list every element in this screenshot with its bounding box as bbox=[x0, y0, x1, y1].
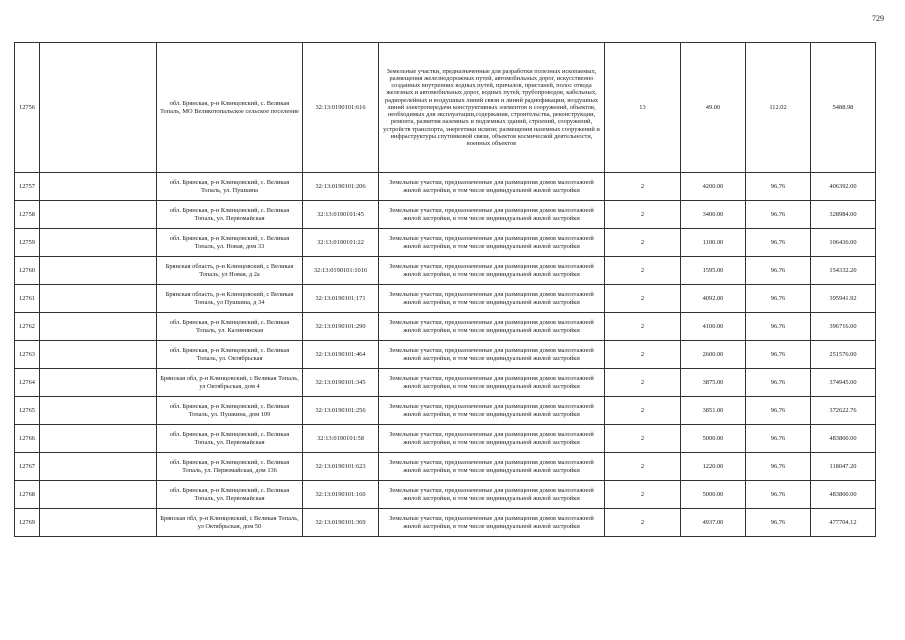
row-number: 12762 bbox=[15, 313, 40, 341]
table-row bbox=[15, 173, 876, 201]
unit-price-cell: 96.76 bbox=[746, 313, 811, 341]
land-purpose-cell: Земельные участки, предназначенные для размещения домов малоэтажной жилой застройки, в том числе индивидуальной жилой застройки bbox=[379, 173, 605, 201]
empty-cell bbox=[40, 257, 157, 285]
area-cell: 5000.00 bbox=[681, 425, 746, 453]
group-cell: 2 bbox=[605, 341, 681, 369]
group-cell: 2 bbox=[605, 425, 681, 453]
empty-cell bbox=[40, 285, 157, 313]
cadastral-number-cell: 32:13:0190101:369 bbox=[303, 509, 379, 537]
cadastral-number-cell: 32:13:0190101:171 bbox=[303, 285, 379, 313]
table-row bbox=[15, 229, 876, 257]
area-cell: 49.00 bbox=[681, 43, 746, 173]
table-row bbox=[15, 313, 876, 341]
address-cell: обл. Брянская, р-н Клинцовский, с. Великая Топаль, ул. Калининская bbox=[157, 313, 303, 341]
cadastral-value-cell: 483800.00 bbox=[811, 481, 876, 509]
empty-cell bbox=[40, 229, 157, 257]
row-number: 12759 bbox=[15, 229, 40, 257]
area-cell: 3851.00 bbox=[681, 397, 746, 425]
unit-price-cell: 96.76 bbox=[746, 509, 811, 537]
cadastral-number-cell: 32:13:0190101:256 bbox=[303, 397, 379, 425]
row-number: 12764 bbox=[15, 369, 40, 397]
land-purpose-cell: Земельные участки, предназначенные для размещения домов малоэтажной жилой застройки, в том числе индивидуальной жилой застройки bbox=[379, 509, 605, 537]
cadastral-value-cell: 406392.00 bbox=[811, 173, 876, 201]
land-purpose-cell: Земельные участки, предназначенные для размещения домов малоэтажной жилой застройки, в том числе индивидуальной жилой застройки bbox=[379, 453, 605, 481]
row-number: 12758 bbox=[15, 201, 40, 229]
area-cell: 1220.00 bbox=[681, 453, 746, 481]
area-cell: 4200.00 bbox=[681, 173, 746, 201]
cadastral-number-cell: 32:13:0190101:623 bbox=[303, 453, 379, 481]
cadastral-number-cell: 32:13:0190101:1016 bbox=[303, 257, 379, 285]
address-cell: обл. Брянская, р-н Клинцовский, с. Великая Топаль, ул. Октябрьская bbox=[157, 341, 303, 369]
table-row bbox=[15, 257, 876, 285]
address-cell: Брянская область, р-н Клинцовский, с Великая Топаль, ул Новая, д 2а bbox=[157, 257, 303, 285]
cadastral-value-cell: 477704.12 bbox=[811, 509, 876, 537]
unit-price-cell: 96.76 bbox=[746, 341, 811, 369]
empty-cell bbox=[40, 397, 157, 425]
cadastral-value-table bbox=[14, 42, 876, 537]
address-cell: обл. Брянская, р-н Клинцовский, с. Великая Топаль, ул. Первомайская bbox=[157, 425, 303, 453]
address-cell: обл. Брянская, р-н Клинцовский, с. Великая Топаль, ул. Первомайская bbox=[157, 201, 303, 229]
cadastral-number-cell: 32:13:0190101:464 bbox=[303, 341, 379, 369]
cadastral-value-cell: 154332.20 bbox=[811, 257, 876, 285]
table-row bbox=[15, 509, 876, 537]
address-cell: обл. Брянская, р-н Клинцовский, с. Великая Топаль, ул. Первомайская bbox=[157, 481, 303, 509]
table-row bbox=[15, 43, 876, 173]
cadastral-value-cell: 5488.98 bbox=[811, 43, 876, 173]
unit-price-cell: 96.76 bbox=[746, 481, 811, 509]
cadastral-number-cell: 32:13:0190101:45 bbox=[303, 201, 379, 229]
group-cell: 2 bbox=[605, 257, 681, 285]
empty-cell bbox=[40, 509, 157, 537]
group-cell: 2 bbox=[605, 397, 681, 425]
group-cell: 2 bbox=[605, 313, 681, 341]
group-cell: 13 bbox=[605, 43, 681, 173]
cadastral-value-cell: 395941.92 bbox=[811, 285, 876, 313]
cadastral-number-cell: 32:13:0190101:616 bbox=[303, 43, 379, 173]
unit-price-cell: 96.76 bbox=[746, 257, 811, 285]
empty-cell bbox=[40, 453, 157, 481]
land-purpose-cell: Земельные участки, предназначенные для размещения домов малоэтажной жилой застройки, в том числе индивидуальной жилой застройки bbox=[379, 397, 605, 425]
address-cell: обл. Брянская, р-н Клинцовский, с. Великая Топаль, ул. Пушкина bbox=[157, 173, 303, 201]
cadastral-number-cell: 32:13:0190101:58 bbox=[303, 425, 379, 453]
land-purpose-cell: Земельные участки, предназначенные для размещения домов малоэтажной жилой застройки, в том числе индивидуальной жилой застройки bbox=[379, 481, 605, 509]
area-cell: 3400.00 bbox=[681, 201, 746, 229]
unit-price-cell: 96.76 bbox=[746, 229, 811, 257]
area-cell: 1100.00 bbox=[681, 229, 746, 257]
unit-price-cell: 112.02 bbox=[746, 43, 811, 173]
cadastral-value-cell: 483800.00 bbox=[811, 425, 876, 453]
table-row bbox=[15, 453, 876, 481]
group-cell: 2 bbox=[605, 369, 681, 397]
row-number: 12763 bbox=[15, 341, 40, 369]
unit-price-cell: 96.76 bbox=[746, 397, 811, 425]
table-row bbox=[15, 369, 876, 397]
area-cell: 2600.00 bbox=[681, 341, 746, 369]
cadastral-number-cell: 32:13:0190101:22 bbox=[303, 229, 379, 257]
address-cell: Брянская обл, р-н Клинцовский, с Великая Топаль, ул Октябрьская, дом 50 bbox=[157, 509, 303, 537]
land-purpose-cell: Земельные участки, предназначенные для разработки полезных ископаемых, размещения железнодорожных путей, автомобильных дорог, искусственно созданных внутренних водных путей, причалов, пристаней, полос отвода железных и автомобильных дорог, водных путей, трубопроводов, кабельных, радиорелейных и воздушных линий связи и линий радиофикации, воздушных линий электропередачи конструктивных элементов и сооружений, объектов, необходимых для эксплуатации,содержания, строительства, реконструкции, ремонта, развития наземных и подземных зданий, строений, сооружений, устройств транспорта, энергетики исвязи; размещения наземных сооружений и инфраструктуры спутниковой связи, объектов космической деятельности, военных объектов bbox=[379, 43, 605, 173]
empty-cell bbox=[40, 481, 157, 509]
cadastral-value-cell: 374945.00 bbox=[811, 369, 876, 397]
address-cell: обл. Брянская, р-н Клинцовский, с. Великая Топаль, МО Великотопальское сельское поселение bbox=[157, 43, 303, 173]
table-row bbox=[15, 425, 876, 453]
row-number: 12767 bbox=[15, 453, 40, 481]
empty-cell bbox=[40, 173, 157, 201]
address-cell: обл. Брянская, р-н Клинцовский, с. Великая Топаль, ул. Пушкина, дом 109 bbox=[157, 397, 303, 425]
area-cell: 4937.00 bbox=[681, 509, 746, 537]
empty-cell bbox=[40, 313, 157, 341]
cadastral-value-cell: 251576.00 bbox=[811, 341, 876, 369]
land-purpose-cell: Земельные участки, предназначенные для размещения домов малоэтажной жилой застройки, в том числе индивидуальной жилой застройки bbox=[379, 257, 605, 285]
area-cell: 4092.00 bbox=[681, 285, 746, 313]
unit-price-cell: 96.76 bbox=[746, 425, 811, 453]
row-number: 12769 bbox=[15, 509, 40, 537]
area-cell: 5000.00 bbox=[681, 481, 746, 509]
cadastral-value-cell: 396716.00 bbox=[811, 313, 876, 341]
row-number: 12757 bbox=[15, 173, 40, 201]
row-number: 12768 bbox=[15, 481, 40, 509]
cadastral-number-cell: 32:13:0190101:290 bbox=[303, 313, 379, 341]
land-purpose-cell: Земельные участки, предназначенные для размещения домов малоэтажной жилой застройки, в том числе индивидуальной жилой застройки bbox=[379, 369, 605, 397]
row-number: 12761 bbox=[15, 285, 40, 313]
group-cell: 2 bbox=[605, 201, 681, 229]
group-cell: 2 bbox=[605, 173, 681, 201]
area-cell: 3875.00 bbox=[681, 369, 746, 397]
unit-price-cell: 96.76 bbox=[746, 453, 811, 481]
address-cell: обл. Брянская, р-н Клинцовский, с. Великая Топаль, ул. Первомайская, дом 136 bbox=[157, 453, 303, 481]
unit-price-cell: 96.76 bbox=[746, 369, 811, 397]
cadastral-number-cell: 32:13:0190101:206 bbox=[303, 173, 379, 201]
table-body bbox=[15, 43, 876, 537]
row-number: 12760 bbox=[15, 257, 40, 285]
cadastral-value-cell: 118047.20 bbox=[811, 453, 876, 481]
land-purpose-cell: Земельные участки, предназначенные для размещения домов малоэтажной жилой застройки, в том числе индивидуальной жилой застройки bbox=[379, 229, 605, 257]
table-row bbox=[15, 341, 876, 369]
empty-cell bbox=[40, 43, 157, 173]
row-number: 12766 bbox=[15, 425, 40, 453]
unit-price-cell: 96.76 bbox=[746, 285, 811, 313]
row-number: 12756 bbox=[15, 43, 40, 173]
address-cell: обл. Брянская, р-н Клинцовский, с. Великая Топаль, ул. Новая, дом 33 bbox=[157, 229, 303, 257]
cadastral-number-cell: 32:13:0190101:345 bbox=[303, 369, 379, 397]
empty-cell bbox=[40, 201, 157, 229]
table-row bbox=[15, 397, 876, 425]
cadastral-value-cell: 328984.00 bbox=[811, 201, 876, 229]
empty-cell bbox=[40, 425, 157, 453]
land-purpose-cell: Земельные участки, предназначенные для размещения домов малоэтажной жилой застройки, в том числе индивидуальной жилой застройки bbox=[379, 341, 605, 369]
group-cell: 2 bbox=[605, 453, 681, 481]
land-purpose-cell: Земельные участки, предназначенные для размещения домов малоэтажной жилой застройки, в том числе индивидуальной жилой застройки bbox=[379, 201, 605, 229]
land-purpose-cell: Земельные участки, предназначенные для размещения домов малоэтажной жилой застройки, в том числе индивидуальной жилой застройки bbox=[379, 285, 605, 313]
cadastral-value-cell: 372622.76 bbox=[811, 397, 876, 425]
area-cell: 1595.00 bbox=[681, 257, 746, 285]
cadastral-value-cell: 106436.00 bbox=[811, 229, 876, 257]
empty-cell bbox=[40, 369, 157, 397]
unit-price-cell: 96.76 bbox=[746, 201, 811, 229]
table-row bbox=[15, 481, 876, 509]
unit-price-cell: 96.76 bbox=[746, 173, 811, 201]
land-purpose-cell: Земельные участки, предназначенные для размещения домов малоэтажной жилой застройки, в том числе индивидуальной жилой застройки bbox=[379, 313, 605, 341]
table-row bbox=[15, 285, 876, 313]
address-cell: Брянская обл, р-н Клинцовский, с Великая Топаль, ул Октябрьская, дом 4 bbox=[157, 369, 303, 397]
empty-cell bbox=[40, 341, 157, 369]
group-cell: 2 bbox=[605, 509, 681, 537]
group-cell: 2 bbox=[605, 285, 681, 313]
cadastral-number-cell: 32:13:0190101:160 bbox=[303, 481, 379, 509]
page-number: 729 bbox=[872, 14, 884, 23]
row-number: 12765 bbox=[15, 397, 40, 425]
address-cell: Брянская область, р-н Клинцовский, с Великая Топаль, ул Пушкина, д 34 bbox=[157, 285, 303, 313]
land-purpose-cell: Земельные участки, предназначенные для размещения домов малоэтажной жилой застройки, в том числе индивидуальной жилой застройки bbox=[379, 425, 605, 453]
area-cell: 4100.00 bbox=[681, 313, 746, 341]
table-row bbox=[15, 201, 876, 229]
group-cell: 2 bbox=[605, 481, 681, 509]
group-cell: 2 bbox=[605, 229, 681, 257]
